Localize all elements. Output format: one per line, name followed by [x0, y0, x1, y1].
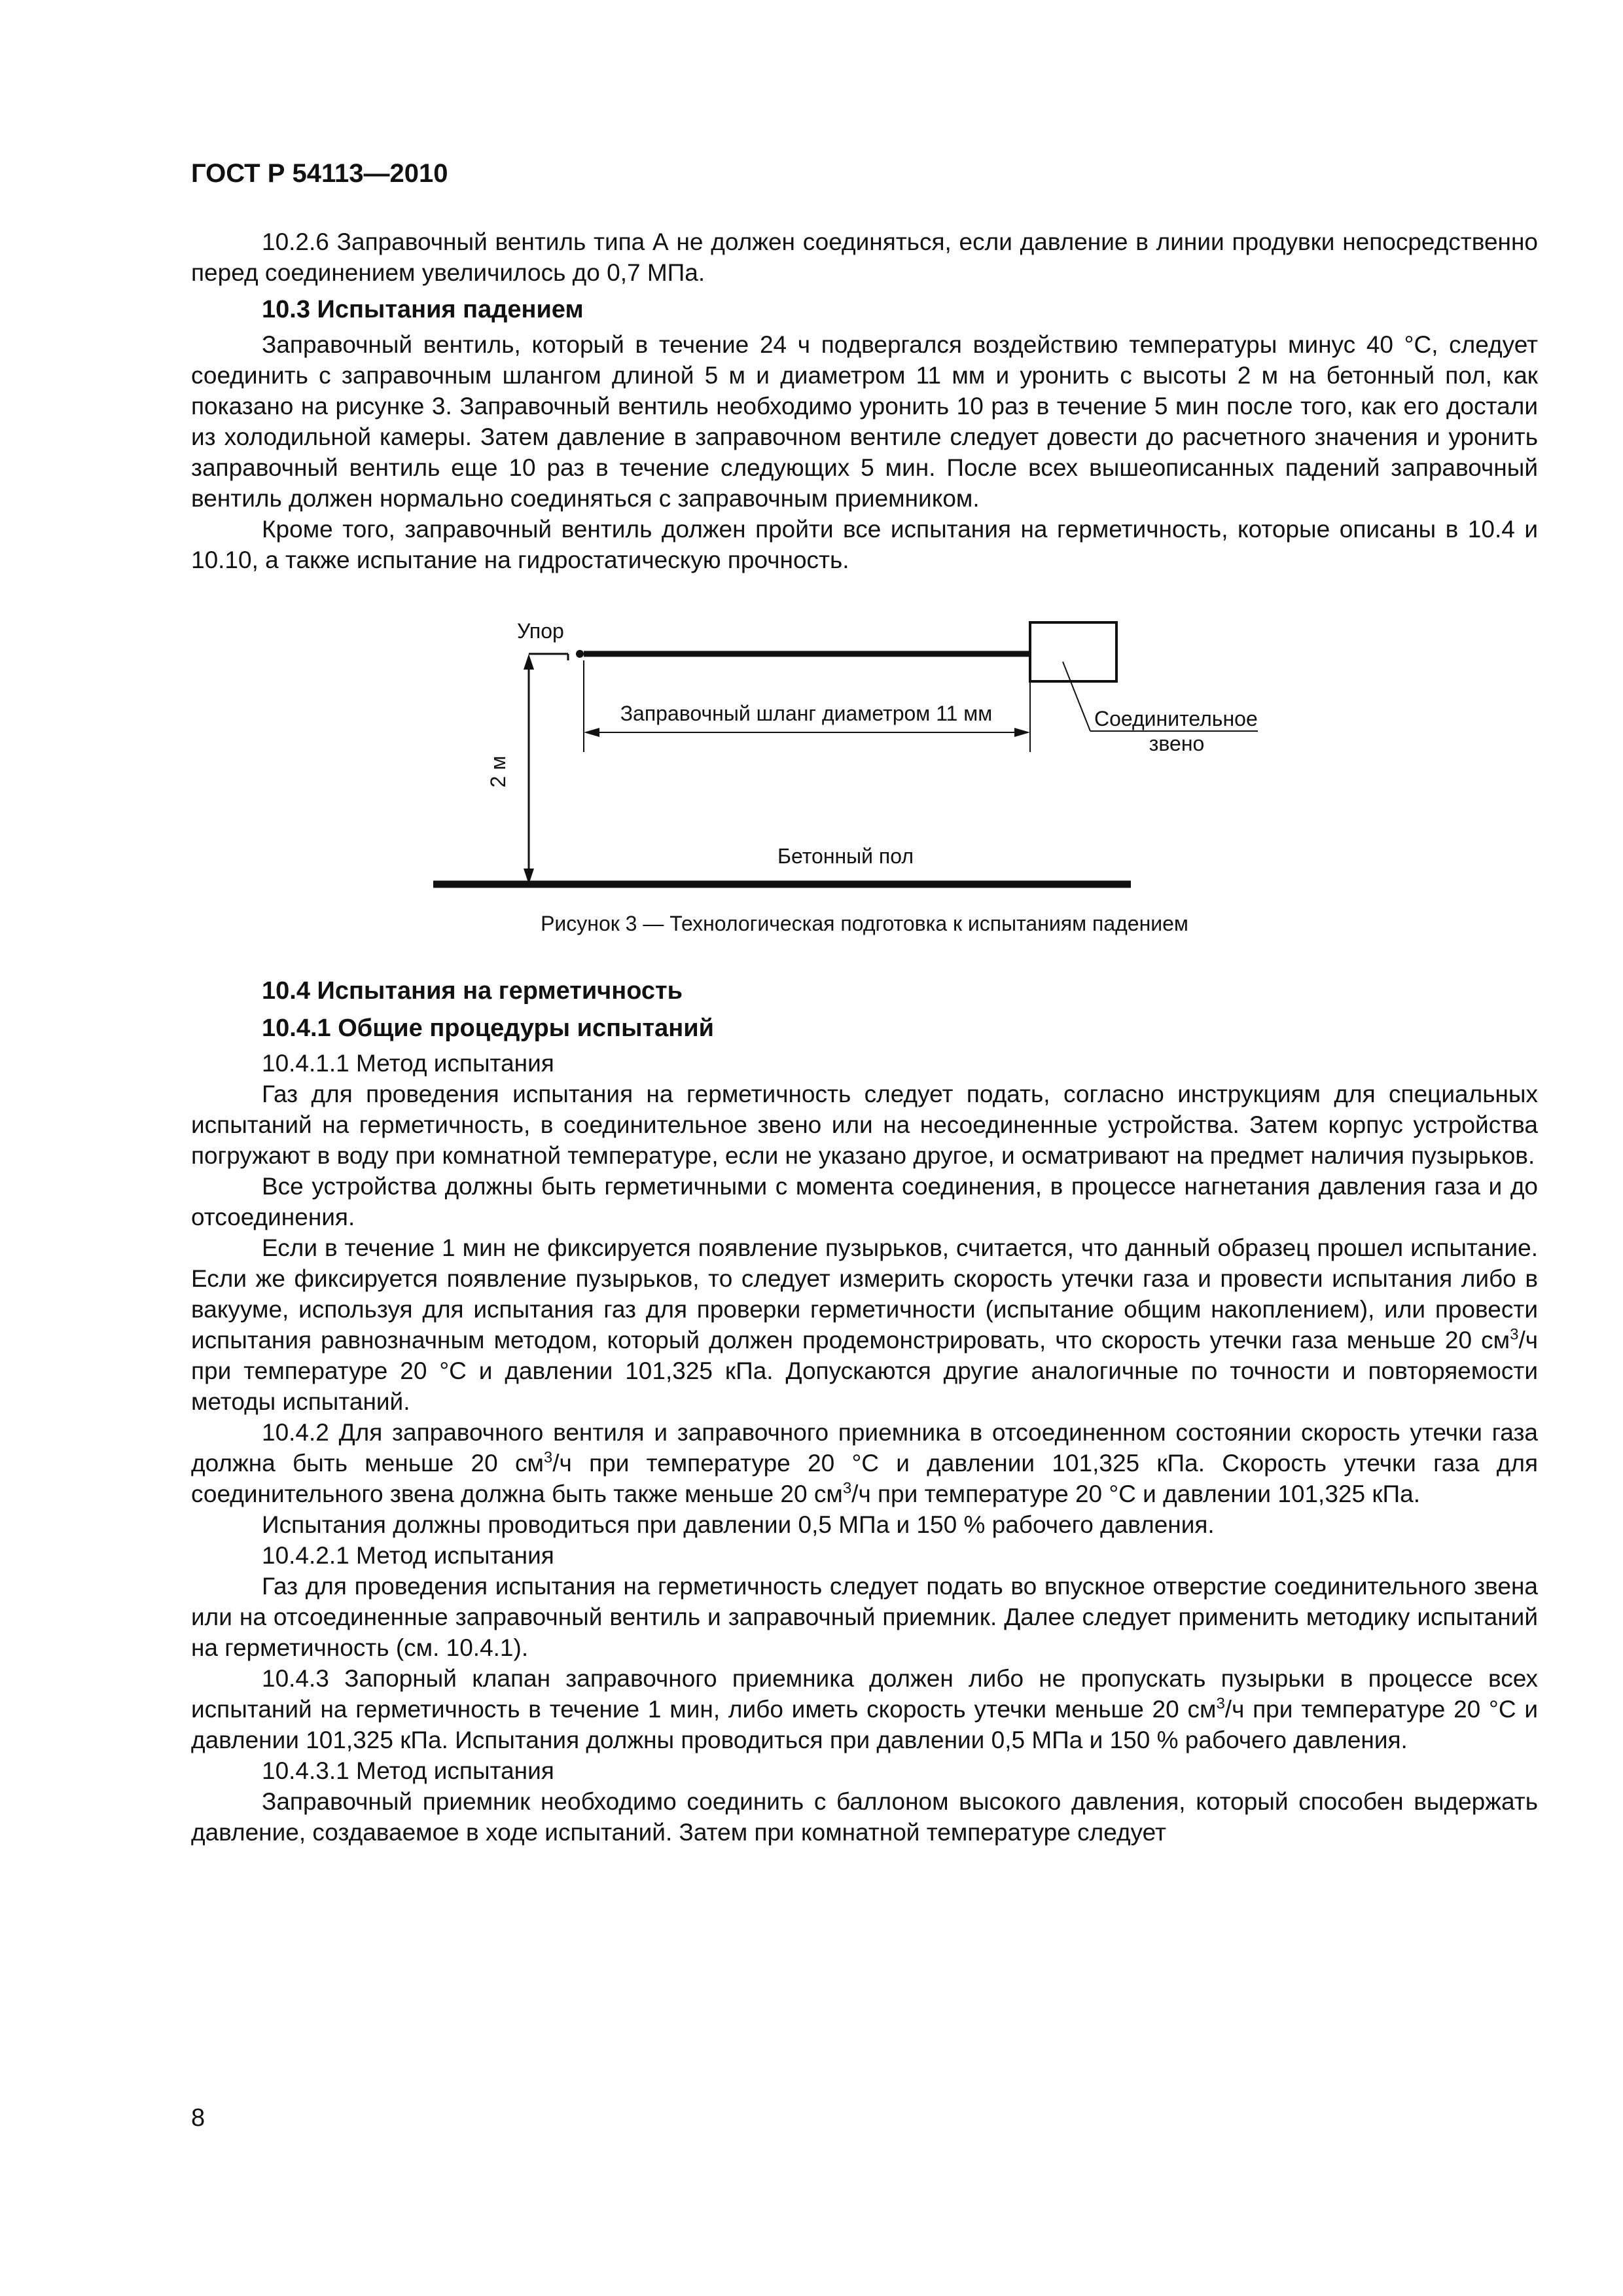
paragraph-test-pressure: Испытания должны проводиться при давлении 0,5 МПа и 150 % рабочего давления.: [262, 1511, 1215, 1538]
subheading-10-4-1-1: 10.4.1.1 Метод испытания: [262, 1050, 554, 1077]
subheading-10-4-2-1: 10.4.2.1 Метод испытания: [262, 1542, 554, 1569]
paragraph-drop-test: Заправочный вентиль, который в течение 24 ч подвергался воздействию температуры минус 40 °С, следует соединить с заправочным шлангом длиной 5 м и диаметром 11 мм и уронить с высоты 2 м на бетонный пол, как показано на рисунке 3. Заправочный вентиль необходимо уронить 10 раз в течение 5 мин после того, как его достали из холодильной камеры. Затем давление в заправочном вентиле следует довести до расчетного значения и уронить заправочный вентиль еще 10 раз в течение следующих 5 мин. После всех вышеописанных падений заправочный вентиль должен нормально соединяться с заправочным приемником.: [191, 331, 1538, 512]
document-page: [191, 157, 1538, 1848]
floor-label: Бетонный пол: [777, 844, 914, 868]
paragraph-10-2-6: 10.2.6 Заправочный вентиль типа А не должен соединяться, если давление в линии продувки непосредственно перед соединением увеличилось до 0,7 МПа.: [191, 228, 1538, 286]
document-header: ГОСТ Р 54113—2010: [191, 159, 448, 188]
subheading-10-4-3-1: 10.4.3.1 Метод испытания: [262, 1757, 554, 1784]
hose-label: Заправочный шланг диаметром 11 мм: [620, 702, 993, 725]
heading-10-3: 10.3 Испытания падением: [262, 296, 584, 323]
hose-dim-arrow-left: [584, 728, 599, 737]
paragraph-bubbles: Если в течение 1 мин не фиксируется появление пузырьков, считается, что данный образец прошел испытание. Если же фиксируется появление пузырьков, то следует измерить скорость утечки газа и провести испытания либо в вакууме, используя для испытания газ для проверки герметичности (испытание общим накоплением), или провести испытания равнозначным методом, который должен продемонстрировать, что скорость утечки газа меньше 20 $см^3/ч$ при температуре 20 °С и давлении 101,325 кПа. Допускаются другие аналогичные по точности и повторяемости методы испытаний.: [191, 1234, 1538, 1415]
drop-test-diagram: [191, 599, 1538, 906]
paragraph-10-4-2: 10.4.2 Для заправочного вентиля и заправочного приемника в отсоединенном состоянии скорость утечки газа должна быть меньше 20 $см^3/ч$ при температуре 20 °С и давлении 101,325 кПа. Скорость утечки газа для соединительного звена должна быть также меньше 20 $см^3/ч$ при температуре 20 °С и давлении 101,325 кПа.: [191, 1419, 1538, 1507]
height-arrow-top: [524, 654, 534, 670]
height-label: 2 м: [486, 755, 510, 788]
paragraph-leak-tight: Все устройства должны быть герметичными с момента соединения, в процессе нагнетания давления газа и до отсоединения.: [191, 1173, 1538, 1230]
paragraph-leak-gas: Газ для проведения испытания на герметичность следует подать, согласно инструкциям для специальных испытаний на герметичность, в соединительное звено или на несоединенные устройства. Затем корпус устройства погружают в воду при комнатной температуре, если не указано другое, и осматривают на предмет наличия пузырьков.: [191, 1081, 1538, 1169]
stop-label: Упор: [517, 619, 564, 643]
connector-label-line2: звено: [1149, 732, 1205, 755]
connector-box: [1030, 622, 1116, 681]
paragraph-receiver: Заправочный приемник необходимо соединить с баллоном высокого давления, который способен выдержать давление, создаваемое в ходе испытаний. Затем при комнатной температуре следует: [191, 1788, 1538, 1846]
connector-label-line1: Соединительное: [1094, 707, 1258, 730]
page-number: 8: [191, 2104, 205, 2132]
connector-leader: [1063, 662, 1090, 731]
paragraph-drop-test-extra: Кроме того, заправочный вентиль должен пройти все испытания на герметичность, которые описаны в 10.4 и 10.10, а также испытание на гидростатическую прочность.: [191, 516, 1538, 573]
hose-dim-arrow-right: [1014, 728, 1030, 737]
heading-10-4-1: 10.4.1 Общие процедуры испытаний: [262, 1014, 714, 1042]
paragraph-gas-inlet: Газ для проведения испытания на герметичность следует подать во впускное отверстие соединительного звена или на отсоединенные заправочный вентиль и заправочный приемник. Далее следует применить методику испытаний на герметичность (см. 10.4.1).: [191, 1573, 1538, 1661]
figure-caption: Рисунок 3 — Технологическая подготовка к испытаниям падением: [541, 912, 1188, 935]
heading-10-4: 10.4 Испытания на герметичность: [262, 977, 683, 1005]
stop-point: [576, 650, 584, 658]
figure-3: [191, 599, 1538, 906]
paragraph-10-4-3: 10.4.3 Запорный клапан заправочного приемника должен либо не пропускать пузырьки в процессе всех испытаний на герметичность в течение 1 мин, либо иметь скорость утечки меньше 20 $см^3/ч$ при температуре 20 °С и давлении 101,325 кПа. Испытания должны проводиться при давлении 0,5 МПа и 150 % рабочего давления.: [191, 1665, 1538, 1753]
